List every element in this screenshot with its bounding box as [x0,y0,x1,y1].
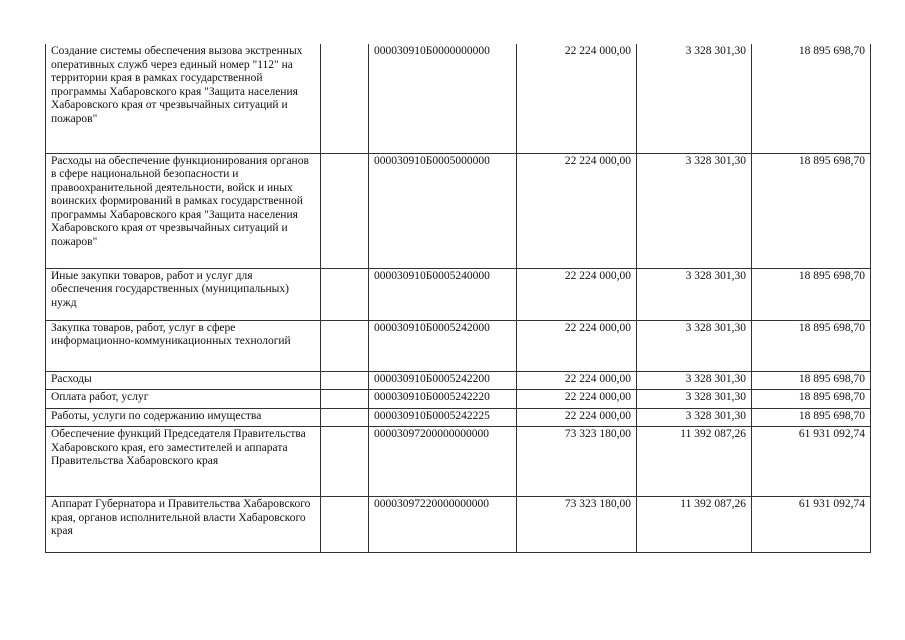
row-code: 000030910Б0005240000 [369,268,517,320]
row-code: 00003097220000000000 [369,497,517,553]
row-name: Работы, услуги по содержанию имущества [46,408,321,427]
row-executed: 3 328 301,30 [637,268,752,320]
row-name: Закупка товаров, работ, услуг в сфере информационно-коммуникационных технологий [46,320,321,371]
row-remaining: 18 895 698,70 [752,153,871,268]
row-executed: 3 328 301,30 [637,153,752,268]
table-row [46,497,871,553]
row-planned: 22 224 000,00 [517,153,637,268]
row-code: 000030910Б0005242225 [369,408,517,427]
row-code: 000030910Б0005242200 [369,371,517,390]
row-executed: 11 392 087,26 [637,427,752,497]
row-executed: 3 328 301,30 [637,371,752,390]
row-planned: 73 323 180,00 [517,427,637,497]
row-planned: 22 224 000,00 [517,44,637,153]
row-code: 000030910Б0005000000 [369,153,517,268]
row-executed: 3 328 301,30 [637,390,752,409]
row-name: Создание системы обеспечения вызова экстренных оперативных служб через единый номер "112" на территории края в рамках государственной программы Хабаровского края "Защита населения Хабаровского края от чрезвычайных ситуаций и пожаров" [46,44,321,153]
row-executed: 3 328 301,30 [637,320,752,371]
table-row [46,371,871,390]
table-row [46,268,871,320]
empty-cell [321,427,369,497]
row-planned: 22 224 000,00 [517,408,637,427]
row-executed: 3 328 301,30 [637,44,752,153]
empty-cell [321,390,369,409]
row-planned: 73 323 180,00 [517,497,637,553]
empty-cell [321,320,369,371]
row-executed: 11 392 087,26 [637,497,752,553]
row-remaining: 18 895 698,70 [752,371,871,390]
row-code: 000030910Б0005242000 [369,320,517,371]
row-remaining: 61 931 092,74 [752,427,871,497]
empty-cell [321,408,369,427]
row-code: 00003097200000000000 [369,427,517,497]
row-name: Оплата работ, услуг [46,390,321,409]
row-code: 000030910Б0005242220 [369,390,517,409]
row-name: Расходы на обеспечение функционирования органов в сфере национальной безопасности и правоохранительной деятельности, войск и иных воинских формирований в рамках государственной программы Хабаровского края "Защита населения Хабаровского края от чрезвычайных ситуаций и пожаров" [46,153,321,268]
table-row [46,408,871,427]
table-row [46,427,871,497]
budget-table-body [46,44,871,553]
row-planned: 22 224 000,00 [517,390,637,409]
empty-cell [321,153,369,268]
empty-cell [321,44,369,153]
row-remaining: 18 895 698,70 [752,268,871,320]
table-row [46,153,871,268]
row-remaining: 61 931 092,74 [752,497,871,553]
row-planned: 22 224 000,00 [517,268,637,320]
row-name: Расходы [46,371,321,390]
row-code: 000030910Б0000000000 [369,44,517,153]
row-executed: 3 328 301,30 [637,408,752,427]
row-remaining: 18 895 698,70 [752,44,871,153]
empty-cell [321,268,369,320]
row-name: Аппарат Губернатора и Правительства Хабаровского края, органов исполнительной власти Хабаровского края [46,497,321,553]
row-name: Иные закупки товаров, работ и услуг для обеспечения государственных (муниципальных) нужд [46,268,321,320]
empty-cell [321,371,369,390]
table-row [46,390,871,409]
row-name: Обеспечение функций Председателя Правительства Хабаровского края, его заместителей и аппарата Правительства Хабаровского края [46,427,321,497]
budget-table [45,44,871,553]
table-row [46,320,871,371]
row-planned: 22 224 000,00 [517,320,637,371]
empty-cell [321,497,369,553]
row-remaining: 18 895 698,70 [752,320,871,371]
row-remaining: 18 895 698,70 [752,390,871,409]
table-row [46,44,871,153]
row-remaining: 18 895 698,70 [752,408,871,427]
row-planned: 22 224 000,00 [517,371,637,390]
